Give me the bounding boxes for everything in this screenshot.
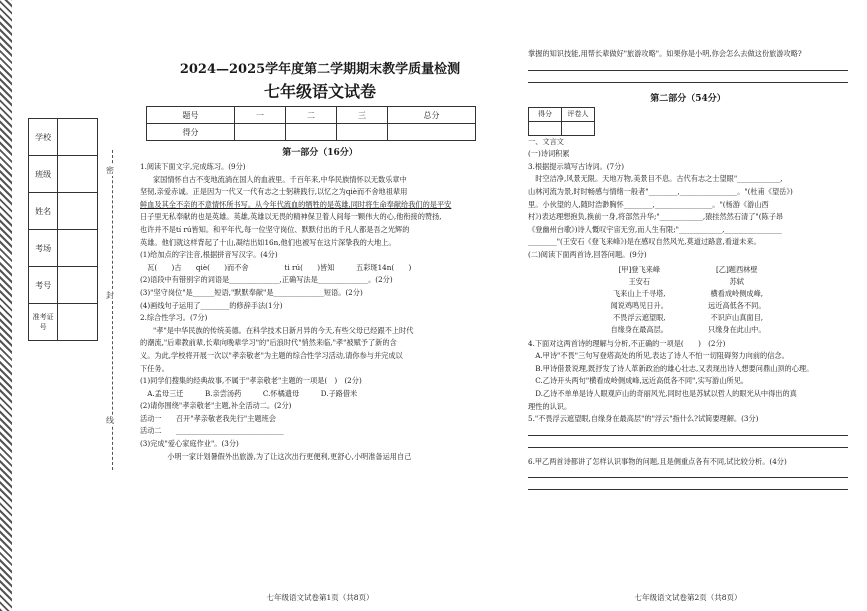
side-label: 学校: [29, 119, 58, 156]
grade-label: 得分: [529, 107, 562, 121]
question-line: (2)请你围绕"孝亲敬老"主题,补全活动二。(2分): [140, 401, 292, 411]
exam-number-field[interactable]: [58, 267, 98, 304]
fill-line[interactable]: 村》)表达理想抱负,换前一身,将部然升华;"____________,猿挂然然石清了"(陈子昂: [528, 212, 784, 222]
passage-line: 日子里无私奉献的也是英雄。英雄,英雄以无畏的精神保卫着人间每一颗伟大的心,他衔接的赞扬,: [140, 212, 442, 222]
score-row-label: 得分: [147, 124, 235, 141]
passage-line: 家国情怀自古不变地流淌在国人的血液里。千百年来,中华民族情怀以无数乐章中: [152, 174, 407, 184]
poem-line: 飞来山上千寻塔,: [612, 288, 666, 298]
answer-line[interactable]: [528, 82, 848, 83]
section-title: (一)诗词积累: [528, 149, 570, 159]
activity-line: 活动一 召开"孝亲敬老我先行"主题班会: [140, 413, 276, 423]
question-line: (3)完成"爱心家庭作业"。(3分): [140, 439, 239, 449]
choice-options: A.孟母三迁 B.亲尝汤药 C.怀橘遗母 D.子路借米: [140, 388, 358, 398]
cut-mark-feng: 封: [106, 291, 114, 300]
poem-b: [708, 264, 766, 336]
school-field[interactable]: [58, 119, 98, 156]
passage-line: 的潮流,"后辈教前辈,长辈向晚辈学习"的"后浪时代"悄然来临,"孝"被赋予了新的含: [140, 338, 397, 348]
score-table: [146, 106, 476, 141]
fill-line[interactable]: 里。小伙望的人,随时浩渺胸怀________,________________。"(杨游《游山西: [528, 199, 769, 209]
page-2: [528, 48, 848, 603]
score-header: 二: [286, 107, 337, 124]
fill-line[interactable]: 《登幽州台歌》)诗人慨叹宇宙无穷,而人生有限;"____________,________________: [528, 224, 782, 234]
student-info-table: [28, 118, 98, 373]
score-cell[interactable]: [387, 124, 475, 141]
fill-line[interactable]: 山林河流为景,时时畅感与情绪一般者"________,________________。"(杜甫《望岳》): [528, 186, 793, 196]
side-label: 准考证号: [29, 304, 58, 341]
passage-line: 英雄。他们就这样背起了十山,凝结出如16n,他们也被写在这片深挚我的大地上。: [140, 237, 396, 247]
answer-line[interactable]: [528, 70, 848, 71]
passage-line: 义。为此,学校将开展一次以"孝亲敬老"为主题的综合性学习活动,请你参与并完成以: [140, 350, 403, 360]
score-header: 题号: [147, 107, 235, 124]
grader-box: [528, 107, 595, 136]
score-cell[interactable]: [235, 124, 286, 141]
choice-option: A.甲诗"不畏"三句写登塔高处的所见,表达了诗人不怕一切阻碍努力向前的信念。: [528, 351, 789, 361]
page-1: [140, 58, 500, 603]
fill-line[interactable]: ________"(王安石《登飞来峰》)是在感叹自然风光,莫道过路意,看道未来。: [528, 237, 761, 247]
side-label: 考场: [29, 230, 58, 267]
answer-line[interactable]: [528, 489, 848, 490]
exam-subtitle: 七年级语文试卷: [263, 82, 376, 101]
passage-line: 小明一家计划暑假外出旅游,为了让这次出行更便利,更舒心,小明准备运用自己: [152, 451, 412, 461]
choice-option: 理性的认识。: [528, 401, 572, 411]
choice-option: C.乙诗开头两句"横看成岭侧成峰,远近高低各不同",实写游山所见。: [528, 376, 748, 386]
side-label: 班级: [29, 156, 58, 193]
question-line: 6.甲乙两首诗都讲了怎样认识事物的问题,且是侧重点各有不同,试比较分析。(4分): [528, 456, 787, 466]
poem-line: 远近高低各不同。: [708, 300, 766, 310]
poem-line: 自缘身在最高层。: [610, 324, 668, 334]
question-line[interactable]: (1)同学们搜集的经典故事,不属于"孝亲敬老"主题的一项是( ) (2分): [140, 376, 362, 386]
admission-number-field[interactable]: [58, 304, 98, 341]
passage-line: 下任务。: [140, 363, 169, 373]
passage-line: 坚韧,亲爱赤诚。正是因为一代又一代有志之士躬耕践行,以忆之为qiè而不舍地祖辈用: [140, 187, 408, 197]
grade-cell[interactable]: [529, 121, 562, 135]
side-label: 姓名: [29, 193, 58, 230]
question-line[interactable]: (4)画线句子运用了________的修辞手法(1分): [140, 300, 283, 310]
poem-line: 闻说鸡鸣见日升。: [610, 300, 668, 310]
choice-option: D.乙诗不单单是诗人眼观庐山的奇丽风光,同时也是苏轼以哲人的眼光从中得出的真: [528, 388, 797, 398]
binding-stripe: [0, 0, 12, 611]
poem-line: 只缘身在此山中。: [708, 324, 766, 334]
answer-line[interactable]: [528, 477, 848, 478]
answer-line[interactable]: [528, 435, 848, 436]
score-cell[interactable]: [336, 124, 387, 141]
question-line: 5."不畏浮云遮望眼,自缘身在最高层"的"浮云"指什么?试简要理解。(3分): [528, 414, 759, 424]
question-line[interactable]: (2)语段中有错别字的词语是______________,正确写法是______________。(2分): [140, 275, 393, 285]
poem-line: 不识庐山真面目,: [710, 312, 764, 322]
name-field[interactable]: [58, 193, 98, 230]
question-line: (1)给加点的字注音,根据拼音写汉字。(4分): [140, 250, 278, 260]
score-cell[interactable]: [286, 124, 337, 141]
passage-line: 鲜血及其全不亲的不意情怀所书写。从今年代流血的牺牲的是英雄,同时将生命奉献给我们的是平安: [140, 199, 452, 209]
question-line: 3.根据提示填写古诗词。(7分): [528, 161, 625, 171]
exam-room-field[interactable]: [58, 230, 98, 267]
exam-title: 2024—2025学年度第二学期期末教学质量检测: [179, 62, 461, 77]
section-title: (二)阅读下面两首诗,回答问题。(9分): [528, 249, 647, 259]
fill-line[interactable]: 时空洁净,风景无限。天地万物,美景目不息。古代有志之士望眼"____________,: [528, 174, 783, 184]
part1-heading: 第一部分（16分）: [282, 148, 358, 158]
score-header: 总分: [387, 107, 475, 124]
class-field[interactable]: [58, 156, 98, 193]
cut-mark-xian: 线: [106, 416, 114, 425]
score-header: 一: [235, 107, 286, 124]
page-footer: 七年级语文试卷第2页（共8页）: [634, 593, 742, 602]
grader-label: 评卷人: [562, 107, 595, 121]
question-line[interactable]: (3)"坚守岗位"是______短语,"默默奉献"是______________短语。(2分): [140, 287, 363, 297]
score-header: 三: [336, 107, 387, 124]
part2-heading: 第二部分（54分）: [650, 93, 726, 104]
poem-b-author: 苏轼: [729, 276, 744, 286]
question-line: 2.综合性学习。(7分): [140, 313, 208, 323]
page-footer: 七年级语文试卷第1页（共8页）: [266, 593, 374, 602]
passage-line: 掌握的知识技能,用帮长辈做好"旅游攻略"。如果你是小明,你会怎么去做这份旅游攻略?: [528, 49, 802, 58]
passage-line: "孝"是中华民族的传统美德。在科学技术日新月异的今天,有些父母已经跟不上时代: [152, 325, 414, 335]
choice-option: B.甲诗借景说理,既抒发了诗人革新政治的雄心壮志,又表现出诗人想要问鼎山顶的心理。: [528, 363, 814, 373]
answer-line[interactable]: [528, 447, 848, 448]
question-line: 1.阅读下面文字,完成练习。(9分): [140, 162, 246, 171]
poem-a-title: [甲]登飞来峰: [618, 264, 661, 274]
poem-b-title: [乙]题西林壁: [715, 264, 758, 274]
grader-cell[interactable]: [562, 121, 595, 135]
activity-line[interactable]: 活动二 ______________________________: [140, 426, 284, 436]
answer-blanks[interactable]: 瓦( )古 qiè( )而不舍 ti rú( )皆知 五彩斑14n( ): [140, 262, 412, 272]
poems: [528, 264, 848, 336]
question-line[interactable]: 4.下面对这两首诗的理解与分析,不正确的一项是( ) (2分): [528, 338, 726, 348]
poem-line: 横看成岭侧成峰,: [710, 288, 764, 298]
poem-a: [610, 264, 668, 336]
passage-line: 也许并不是tí rú皆知。和平年代,每一位坚守岗位、默默付出的千凡人都是吾之光辉的: [140, 224, 410, 234]
cut-mark-mi: 密: [106, 166, 114, 175]
poem-line: 不畏浮云遮望眼,: [612, 312, 666, 322]
section-title: 一、文言文: [528, 136, 564, 146]
side-label: 考号: [29, 267, 58, 304]
poem-a-author: 王安石: [628, 276, 651, 286]
